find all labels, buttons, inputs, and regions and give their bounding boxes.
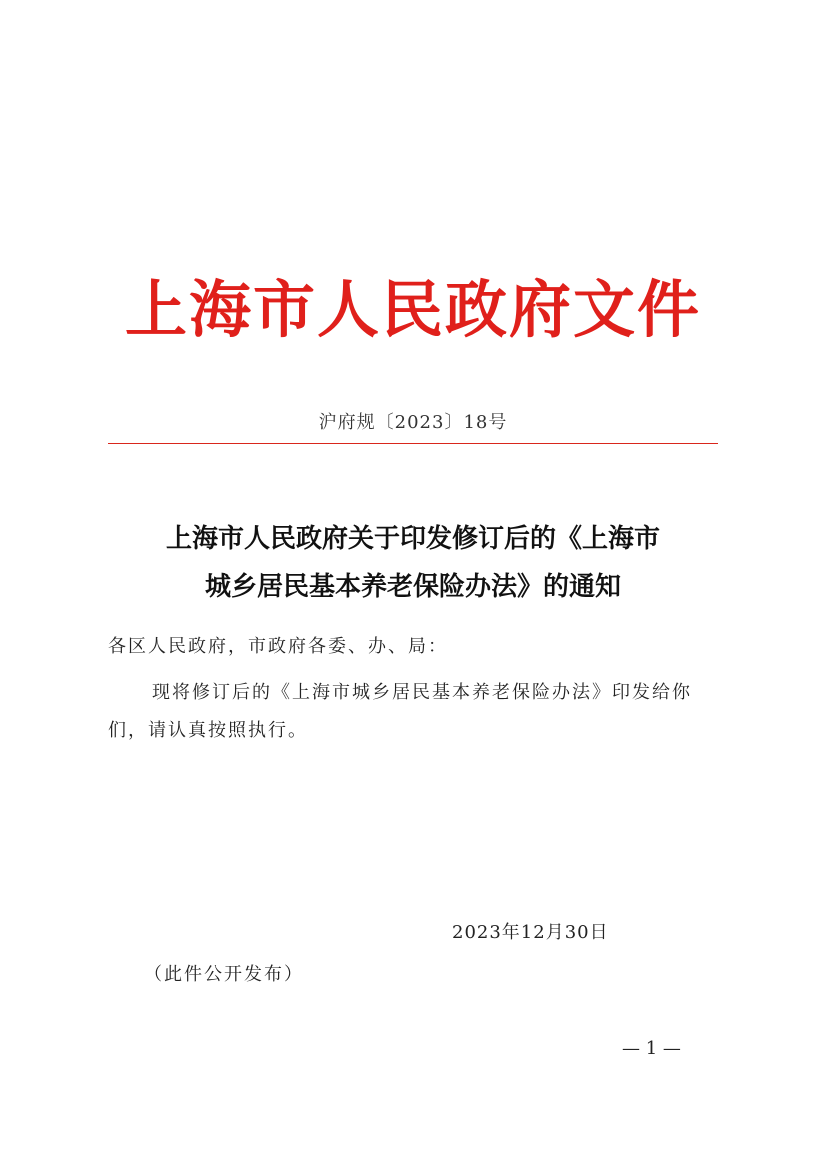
document-header-title: 上海市人民政府文件 [124,273,701,346]
subject-line-1: 上海市人民政府关于印发修订后的《上海市 [165,524,660,554]
page-number: — 1 — [622,1038,681,1059]
body-line-2: 们，请认真按照执行。 [108,720,308,741]
document-number: 沪府规〔2023〕18号 [318,412,508,433]
salutation: 各区人民政府，市政府各委、办、局： [108,636,448,657]
body-line-1: 现将修订后的《上海市城乡居民基本养老保险办法》印发给你 [152,682,692,703]
notice-body [108,674,718,750]
subject-line-2: 城乡居民基本养老保险办法》的通知 [204,572,621,602]
release-note: （此件公开发布） [144,964,304,985]
red-divider-line [108,443,718,444]
issue-date: 2023年12月30日 [452,922,609,943]
notice-subject [0,515,826,611]
